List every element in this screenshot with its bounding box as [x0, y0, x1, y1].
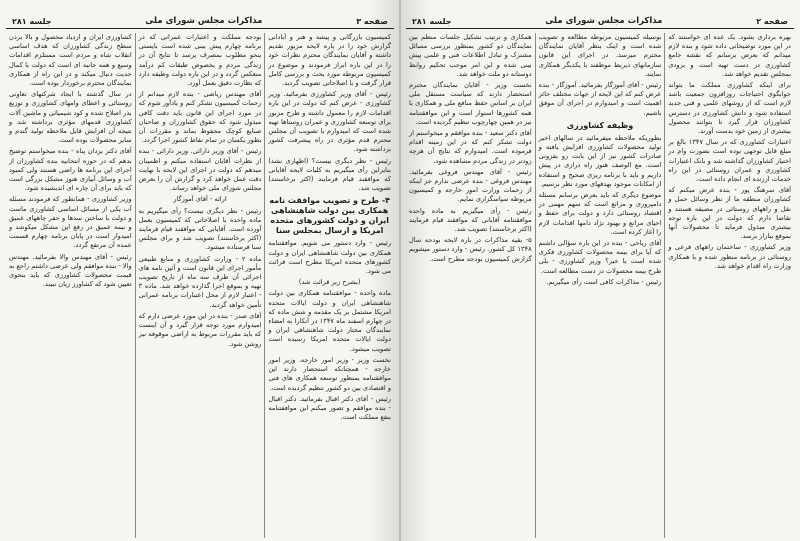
paragraph: رئیس - نظر دیگری نیست؟ رأی میگیریم به ماده واحده با اصلاحاتی که کمیسیون بعمل آورده است. آقایانی که موافقند قیام فرمایند (اکثر برخاستند) تصویب شد و برای مجلس سنا فرستاده میشود. [138, 206, 262, 252]
paragraph: بوسیله کمیسیون مربوطه مطالعه و تصویب شده است و اینک بنظر آقایان نمایندگان محترم میرسد. در اجرای این قانون سازمانهای ذیربط موظفند با یکدیگر همکاری نمایند. [538, 33, 662, 78]
paragraph: اعتبارات کشاورزی که در سال ۱۳۴۷ بالغ بر مبلغ قابل توجهی بوده است بصورت وام در اختیار کشاورزان گذاشته شد و بانک اعتبارات کشاورزی و عمران روستائی در این راه خدمات ارزنده ای انجام داده است. [668, 138, 791, 184]
page-spine [399, 0, 401, 541]
paragraph: کمیسیون بازرگانی و پیشه و هنر و آبادانی گزارش خود را در باره لایحه مزبور تقدیم داشته و آقایان نمایندگان محترم نظرات خود را در این باره ابراز فرمودند و موضوع در کمیسیون مربوطه مورد بحث و بررسی کامل قرار گرفت و با اصلاحاتی تصویب گردید. [268, 33, 391, 88]
text-column [6, 33, 136, 538]
text-column [265, 33, 394, 538]
session-number: جلسه ۲۸۱ [412, 17, 452, 26]
paragraph: آقای دکتر یزدان پناه - بنده میخواستم توضیح بدهم که در حوزه انتخابیه بنده کشاورزان از اجرای این برنامه ها راضی هستند ولی کمبود آب و وسائل آبیاری هنوز مشکل بزرگی است که باید برای آن چاره ای اندیشیده شود. [8, 147, 132, 193]
paragraph: بطوریکه ملاحظه میفرمائید در سالهای اخیر تولید محصولات کشاورزی افزایش یافته و صادرات کشور نیز از این بابت رو بفزونی است. مع الوصف هنوز راه درازی در پیش داریم و باید با برنامه ریزی صحیح و استفاده از امکانات موجود بهدفهای مورد نظر برسیم. [538, 133, 662, 188]
paragraph: رئیس - آقای وزیر دارائی. وزیر دارائی - بنده از نظرات آقایان استفاده میکنم و اطمینان میدهم که دولت در اجرای این لایحه با نهایت دقت عمل خواهد کرد و گزارش آن را بعرض مجلس شورای ملی خواهد رساند. [138, 147, 262, 193]
paragraph: رئیس - مذاکرات کافی است رأی میگیریم. [546, 277, 662, 286]
section-heading: وظیفه کشاورزی [566, 120, 634, 130]
sub-caption: (بشرح زیر قرائت شد) [298, 278, 361, 287]
paragraph: همکاری و ترتیب تشکیل جلسات منظم بین نمایندگان دو کشور بمنظور بررسی مسائل مشترک و تبادل اطلاعات فنی و علمی پیش بینی شده و این امر موجب تحکیم روابط دوستانه دو ملت خواهد شد. [408, 33, 532, 78]
publication-title: مذاکرات مجلس شورای ملی [545, 16, 663, 26]
paragraph: رئیس - نظر دیگری نیست؟ (اظهاری نشد) بنابراین رأی میگیریم به کلیات لایحه آقایانی که موافقند قیام فرمایند (اکثر برخاستند) تصویب شد. [268, 156, 391, 193]
paragraph: نخست وزیر - وزیر امور خارجه. وزیر امور خارجه - همچنانکه استحضار دارند این موافقتنامه بمنظور توسعه همکاری های فنی و اقتصادی بین دو کشور تنظیم گردیده است. [268, 355, 391, 392]
publication-title: مذاکرات مجلس شورای ملی [145, 16, 263, 26]
paragraph: در سال گذشته با ایجاد شرکتهای تعاونی روستائی و اعطای وامهای کشاورزی و توزیع بذر اصلاح شده و کود شیمیائی و ماشین آلات کشاورزی قدمهای مؤثری برداشته شد و نتیجه آن افزایش قابل ملاحظه تولید گندم و سایر محصولات بوده است. [8, 90, 132, 145]
page-number: صفحه ۲ [756, 17, 788, 26]
page-number: صفحه ۳ [356, 17, 388, 26]
paragraph: رئیس - آقای دکتر اقبال بفرمائید. دکتر اقبال - بنده موافقم و تصور میکنم این موافقتنامه بنفع مملکت است. [268, 394, 391, 422]
paragraph: آقای مهندس ریاضی - بنده لازم میدانم از زحمات کمیسیون تشکر کنم و یادآور شوم که در مورد اجرای این قانون باید دقت کافی مبذول شود که حقوق کشاورزان و صاحبان صنایع کوچک محفوظ بماند و مقررات آن بطور یکسان در تمام نقاط کشور اجرا گردد. [138, 90, 262, 145]
paragraph: ماده واحده - موافقتنامه همکاری بین دولت شاهنشاهی ایران و دولت ایالات متحده امریکا مشتمل بر یک مقدمه و شش ماده که در چهارم اسفند ماه ۱۳۴۷ در آنکارا به امضاء نمایندگان مختار دولت شاهنشاهی ایران و دولت ایالات متحده امریکا رسیده است تصویب میشود. [268, 289, 391, 353]
paragraph: ۵- بقیه مذاکرات در باره لایحه بودجه سال ۱۳۴۸ کل کشور. رئیس - وارد دستور میشویم گزارش کمیسیون بودجه مطرح است. [408, 236, 532, 263]
page-header [6, 14, 394, 29]
paragraph: رئیس - آقای آموزگار بفرمائید. آموزگار - بنده عرض کنم که این لایحه از جهات مختلف حائز اهمیت است و امیدوارم در اجرای آن موفق باشیم. [538, 81, 662, 117]
paragraph: رئیس - آقای مهندس فروغی بفرمائید. مهندس فروغی - بنده عرضی ندارم جز اینکه از زحمات وزارت امور خارجه و کمیسیون مربوطه سپاسگزاری نمایم. [408, 167, 532, 204]
paragraph: رئیس - وارد دستور می شویم. موافقتنامه همکاری بین دولت شاهنشاهی ایران و دولت کشورهای متحده امریکا مطرح است قرائت می شود. [268, 239, 391, 276]
right-page [400, 0, 800, 541]
paragraph: رئیس - رأی میگیریم به ماده واحده موافقتنامه آقایانی که موافقند قیام فرمایند (اکثر برخاستند) تصویب شد. [408, 206, 532, 234]
paragraph: نخست وزیر - آقایان نمایندگان محترم استحضار دارند که سیاست مستقل ملی ایران بر اساس حفظ منافع ملی و همکاری با همه کشورها استوار است و این موافقتنامه نیز در همین چهارچوب تنظیم گردیده است. [408, 81, 532, 126]
paragraph: رئیس - آقای وزیر کشاورزی بفرمائید. وزیر کشاورزی - عرض کنم که دولت در این باره اقدامات لازم را معمول داشته و طرح مزبور برای توسعه کشاورزی و عمران روستاها تهیه شده است که امیدوارم با تصویب آن مجلس محترم قدم مؤثری در راه پیشرفت کشور برداشته شود. [268, 90, 391, 154]
paragraph: برای اینکه کشاورزی مملکت ما بتواند جوابگوی احتیاجات روزافزون جمعیت باشد لازم است که از روشهای علمی و فنی جدید استفاده شود و دانش کشاورزی در دسترس کشاورزان قرار گیرد تا بتوانند محصول بیشتری از زمین خود بدست آورند. [668, 81, 791, 136]
text-column [665, 33, 794, 538]
paragraph: ماده ۲ - وزارت کشاورزی و منابع طبیعی مأمور اجرای این قانون است و آئین نامه های اجرائی آن ظرف سه ماه از تاریخ تصویب تهیه و بموقع اجرا گذارده خواهد شد. ماده ۳ - اعتبار لازم از محل اعتبارات برنامه عمرانی تأمین خواهد گردید. [138, 254, 262, 309]
section-heading: ۴- طرح و تصویب موافقت نامه همکاری بین دولت شاهنشاهی ایران و دولت کشورهای متحده امریکا و ارسال بمجلس سنا [269, 196, 391, 236]
sub-caption: ارائه - آقای آموزگار [173, 195, 227, 204]
paragraph: آقای سرهنگ پور - بنده عرض میکنم که کشاورزان منطقه ما از نظر وسائل حمل و نقل و راههای روستائی در مضیقه هستند و تقاضا دارم که دولت در این باره توجه بیشتری مبذول فرماید تا محصولات آنها بموقع ببازار برسد. [668, 186, 791, 241]
session-number: جلسه ۲۸۱ [12, 17, 52, 26]
paragraph: رئیس - آقای مهندس والا بفرمائید. مهندس والا - بنده موافقم ولی عرضی داشتم راجع به قیمت محصولات کشاورزی که باید بنحوی تعیین شود که کشاورز زیان نبیند. [8, 252, 132, 289]
page-header [406, 14, 794, 29]
text-columns [406, 33, 794, 538]
paragraph: وزیر کشاورزی - ساختمان راههای فرعی و روستائی در برنامه منظور شده و با همکاری وزارت راه اقدام خواهد شد. [668, 243, 791, 270]
text-column [406, 33, 536, 538]
paragraph: موضوع دیگری که باید بعرض برسانم مسئله دامپروری و مراتع است که سهم مهمی در اقتصاد روستائی دارد و دولت برای حفظ و احیای مراتع و بهبود نژاد دامها اقدامات لازم را آغاز کرده است. [538, 191, 662, 236]
text-columns [6, 33, 394, 538]
text-column [136, 33, 266, 538]
paragraph: بودجه مملکت و اعتبارات عمرانی که در برنامه چهارم پیش بینی شده است بایستی بنحو مطلوب بمصرف برسد تا نتایج آن در زندگی مردم و بخصوص طبقات کم درآمد منعکس گردد و در این باره دولت وظیفه دارد که نظارت دقیق بعمل آورد. [138, 33, 262, 88]
paragraph: آقای صدر - بنده در این مورد عرضی دارم که امیدوارم مورد توجه قرار گیرد و آن اینست که باید مقررات مربوط به اراضی موقوفه نیز روشن شود. [138, 311, 262, 348]
paragraph: کشاورزی ایران و ازدیاد محصول و بالا بردن سطح زندگی کشاورزان که هدف اساسی انقلاب شاه و مردم است مستلزم اقدامات وسیع و همه جانبه ای است که دولت با کمال جدیت دنبال میکند و در این راه از همکاری نمایندگان محترم برخوردار بوده است. [8, 33, 132, 88]
paragraph: آقای ریاحی - بنده در این باره سؤالی داشتم که آیا برای بیمه محصولات کشاورزی فکری شده است یا خیر؟ وزیر کشاورزی - بلی طرح بیمه محصولات در دست مطالعه است. [538, 239, 662, 275]
paragraph: وزیر کشاورزی - همانطور که فرمودند مسئله آب یکی از مسائل اساسی کشاورزی ماست و دولت با ساختن سدها و حفر چاههای عمیق و نیمه عمیق در رفع این مشکل میکوشد و امیدوار است در پایان برنامه چهارم قسمت عمده آن مرتفع گردد. [8, 195, 132, 250]
paragraph: آقای دکتر سعید - بنده موافقم و میخواستم از دولت تشکر کنم که در این زمینه اقدام فرموده است. امیدوارم که نتایج آن هرچه زودتر در زندگی مردم مشاهده شود. [408, 129, 532, 165]
text-column [536, 33, 666, 538]
paragraph: بهره برداری بشود. یک عده ای خواستند که در این مورد توضیحاتی داده شود و بنده لازم میدانم که بعرض برسانم که نقشه جامع کشاورزی در دست تهیه است و بزودی بمجلس تقدیم خواهد شد. [668, 33, 791, 78]
